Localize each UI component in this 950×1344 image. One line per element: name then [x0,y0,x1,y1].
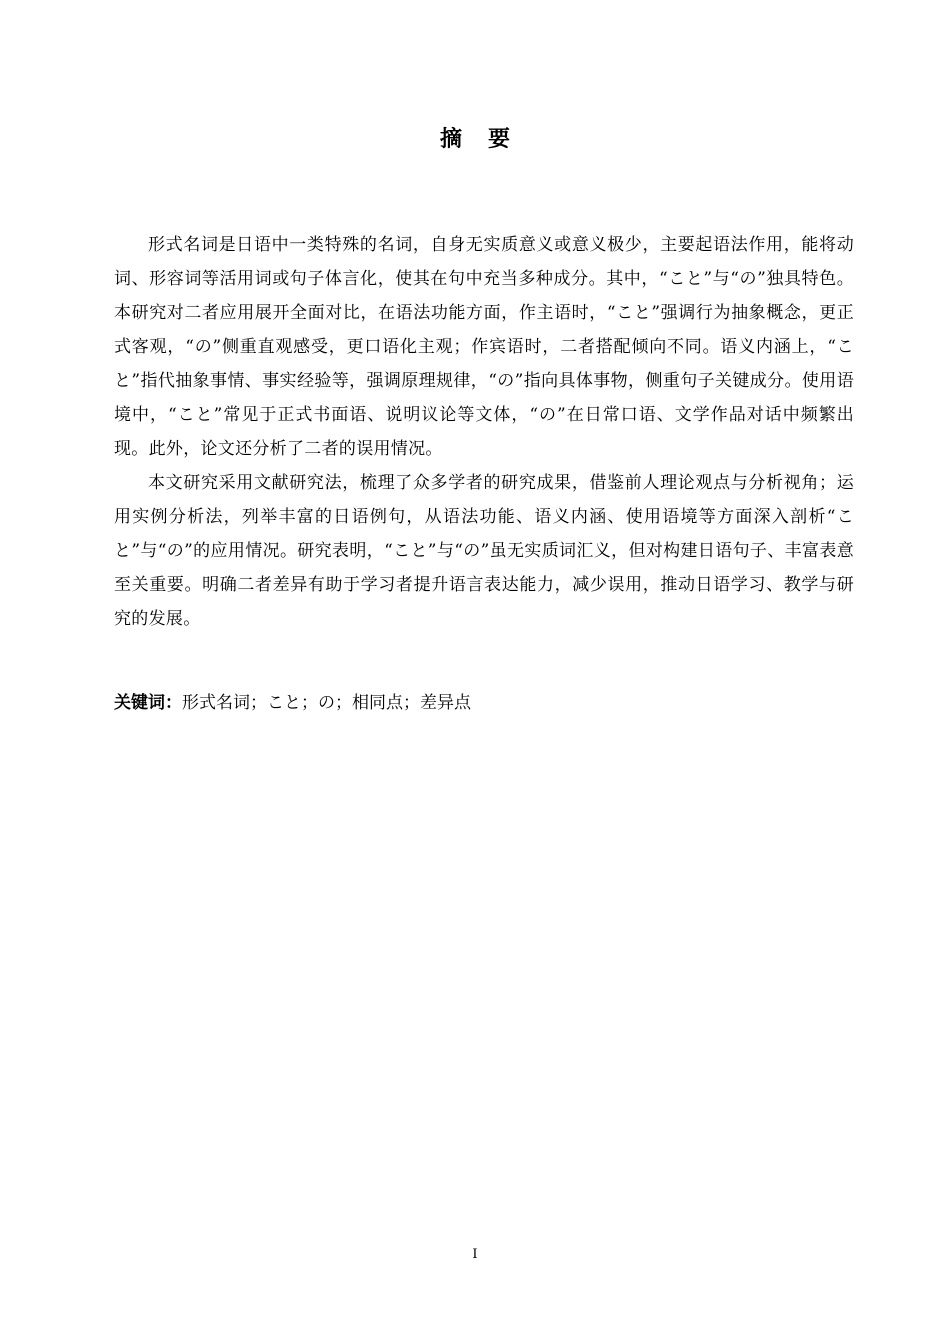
keywords-line [114,688,854,718]
abstract-paragraph-1: 形式名词是日语中一类特殊的名词，自身无实质意义或意义极少，主要起语法作用，能将动词、形容词等活用词或句子体言化，使其在句中充当多种成分。其中，“こと”与“の”独具特色。本研究对二者应用展开全面对比，在语法功能方面，作主语时，“こと”强调行为抽象概念，更正式客观，“の”侧重直观感受，更口语化主观；作宾语时，二者搭配倾向不同。语义内涵上，“こと”指代抽象事情、事实经验等，强调原理规律，“の”指向具体事物，侧重句子关键成分。使用语境中，“こと”常见于正式书面语、说明议论等文体，“の”在日常口语、文学作品对话中频繁出现。此外，论文还分析了二者的误用情况。 [114,235,854,459]
page-number: I [472,1247,478,1262]
keywords-label: 关键词： [114,693,182,713]
abstract-title: 摘要 [439,127,536,152]
abstract-body [114,228,854,636]
abstract-paragraph-2: 本文研究采用文献研究法，梳理了众多学者的研究成果，借鉴前人理论观点与分析视角；运用实例分析法，列举丰富的日语例句，从语法功能、语义内涵、使用语境等方面深入剖析“こと”与“の”的应用情况。研究表明，“こと”与“の”虽无实质词汇义，但对构建日语句子、丰富表意至关重要。明确二者差异有助于学习者提升语言表达能力，减少误用，推动日语学习、教学与研究的发展。 [114,473,854,629]
keywords-value: 形式名词；こと；の；相同点；差异点 [182,693,471,713]
